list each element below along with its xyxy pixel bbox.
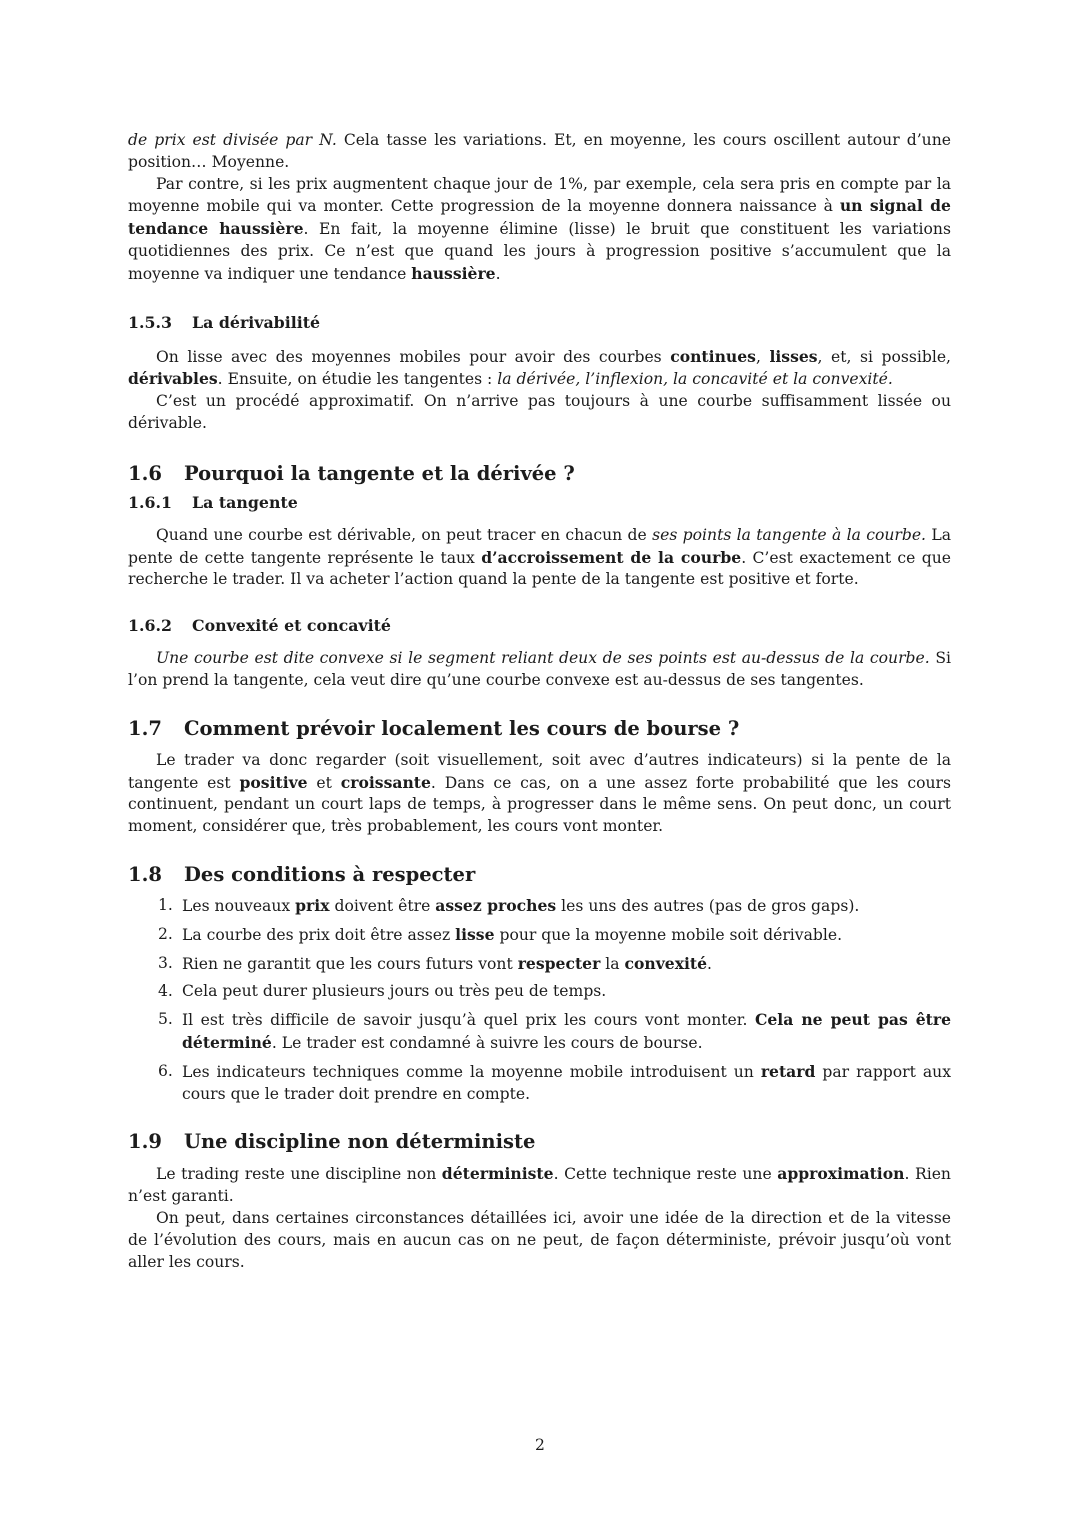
text-run: Rien ne garantit que les cours futurs vont [182,954,518,973]
prevoir-paragraph [128,750,951,838]
text-run: la [600,954,625,973]
derivabilite-paragraph-2 [128,391,951,435]
heading-number: 1.6.1 [128,492,172,512]
text-run: . Rien n’est garanti. [128,1165,951,1206]
discipline-paragraph-1 [128,1163,951,1208]
list-item [128,953,951,976]
text-run: On peut, dans certaines circonstances détaillées ici, avoir une idée de la direction et de la vitesse de l’évolution des cours, mais en aucun cas on ne peut, de façon déterministe, prévoir jusqu’où vont aller les cours. [128,1208,951,1271]
list-item-number: 2. [158,924,173,943]
conditions-list [128,895,951,1105]
list-item-number: 6. [158,1061,173,1080]
bold-text: déterministe [441,1164,554,1184]
list-item-number: 5. [158,1010,173,1029]
heading-number: 1.6 [128,461,162,485]
text-run: . Le trader est condamné à suivre les cours de bourse. [271,1033,703,1052]
bold-text: haussière [411,263,496,283]
bold-text: prix [295,895,330,915]
heading-1-6 [128,461,951,487]
heading-1-6-2 [128,615,951,637]
bold-text: continues [670,346,756,366]
list-item [128,924,951,947]
bold-text: respecter [517,953,601,973]
bold-text: un signal de tendance haussière [128,196,951,239]
text-run: Il est très difficile de savoir jusqu’à quel prix les cours vont monter. [182,1011,755,1030]
bold-text: approximation [777,1164,905,1184]
text-run: , et, si possible, [817,347,952,366]
intro-paragraph-2 [128,174,951,286]
heading-1-7 [128,716,951,742]
text-run: La pente de cette tangente représente le taux [128,525,951,567]
heading-number: 1.5.3 [128,312,172,332]
text-run: . Ensuite, on étudie les tangentes : [217,370,498,389]
heading-number: 1.7 [128,716,162,740]
document-page [128,130,951,1273]
bold-text: croissante [340,772,431,792]
italic-text: la dérivée, l’inflexion, la concavité et la convexité. [497,370,893,389]
text-run: . C’est exactement ce que recherche le trader. Il va acheter l’action quand la pente de la tangente est positive et forte. [128,548,951,589]
heading-1-8 [128,862,951,888]
text-run: par rapport aux cours que le trader doit prendre en compte. [182,1062,952,1103]
list-item [128,981,951,1003]
bold-text: Cela ne peut pas être déterminé [182,1010,952,1052]
bold-text: d’accroissement de la courbe [481,547,742,567]
heading-title: La tangente [192,492,298,512]
list-item [128,1009,951,1055]
list-item-number: 3. [158,953,173,972]
heading-number: 1.9 [128,1130,162,1154]
text-run: . [707,954,713,973]
list-item [128,895,951,918]
bold-text: retard [760,1061,816,1081]
heading-1-9 [128,1129,951,1155]
text-run: Cela tasse les variations. Et, en moyenne, les cours oscillent autour d’une position… Moyenne. [128,131,951,171]
text-run: Si l’on prend la tangente, cela veut dire qu’une courbe convexe est au-dessus de ses tangentes. [128,649,951,689]
text-run: les uns des autres (pas de gros gaps). [556,896,860,915]
heading-title: Une discipline non déterministe [184,1130,536,1154]
text-run: Quand une courbe est dérivable, on peut tracer en chacun de [156,525,653,544]
derivabilite-paragraph-1 [128,346,951,392]
bold-text: convexité [624,953,708,973]
heading-number: 1.8 [128,862,162,886]
text-run: , [755,347,770,366]
text-run: et [307,773,341,792]
tangente-paragraph [128,525,951,591]
text-run: La courbe des prix doit être assez [182,925,456,944]
bold-text: lisses [769,346,818,366]
list-item-number: 1. [158,895,173,914]
discipline-paragraph-2 [128,1208,951,1273]
text-run: Cela peut durer plusieurs jours ou très peu de temps. [182,982,607,1001]
heading-1-5-3 [128,312,951,334]
heading-1-6-1 [128,492,951,514]
text-run: C’est un procédé approximatif. On n’arrive pas toujours à une courbe suffisamment lissée ou dérivable. [128,392,951,432]
heading-title: La dérivabilité [192,312,321,332]
text-run: Les nouveaux [182,896,296,915]
text-run: On lisse avec des moyennes mobiles pour avoir des courbes [156,347,671,366]
italic-text: de prix est divisée par N. [128,131,337,149]
heading-title: Des conditions à respecter [184,862,476,886]
bold-text: assez proches [435,895,557,915]
text-run: . [495,264,501,283]
list-item [128,1061,951,1106]
text-run: . Dans ce cas, on a une assez forte probabilité que les cours continuent, pendant un court laps de temps, à progresser dans le même sens. On peut donc, un court moment, considérer que, très probablement, les cours vont monter. [128,773,951,836]
text-run: Par contre, si les prix augmentent chaque jour de 1%, par exemple, cela sera pris en compte par la moyenne mobile qui va monter. Cette progression de la moyenne donnera naissance à [128,174,951,216]
bold-text: dérivables [128,369,218,389]
page-number: 2 [535,1436,545,1454]
bold-text: positive [239,772,308,792]
heading-title: Pourquoi la tangente et la dérivée ? [184,461,575,485]
bold-text: lisse [455,924,495,944]
heading-number: 1.6.2 [128,616,172,636]
text-run: pour que la moyenne mobile soit dérivable. [494,925,843,944]
heading-title: Convexité et concavité [192,616,391,636]
list-item-number: 4. [158,982,173,1001]
italic-text: Une courbe est dite convexe si le segment reliant deux de ses points est au-dessus de la courbe. [156,649,930,668]
text-run: . Cette technique reste une [553,1165,778,1184]
text-run: Les indicateurs techniques comme la moyenne mobile introduisent un [182,1062,761,1081]
convexite-paragraph [128,648,951,692]
text-run: Le trading reste une discipline non [156,1165,442,1184]
text-run: Le trader va donc regarder (soit visuellement, soit avec d’autres indicateurs) si la pente de la tangente est [128,750,951,792]
heading-title: Comment prévoir localement les cours de bourse ? [184,716,740,740]
text-run: . En fait, la moyenne élimine (lisse) le bruit que constituent les variations quotidiennes des prix. Ce n’est que quand les jours à progression positive s’accumulent que la moyenne va indiquer une tendance [128,220,951,283]
text-run: doivent être [329,896,436,915]
italic-text: ses points la tangente à la courbe. [652,525,927,544]
intro-paragraph-1 [128,130,951,174]
